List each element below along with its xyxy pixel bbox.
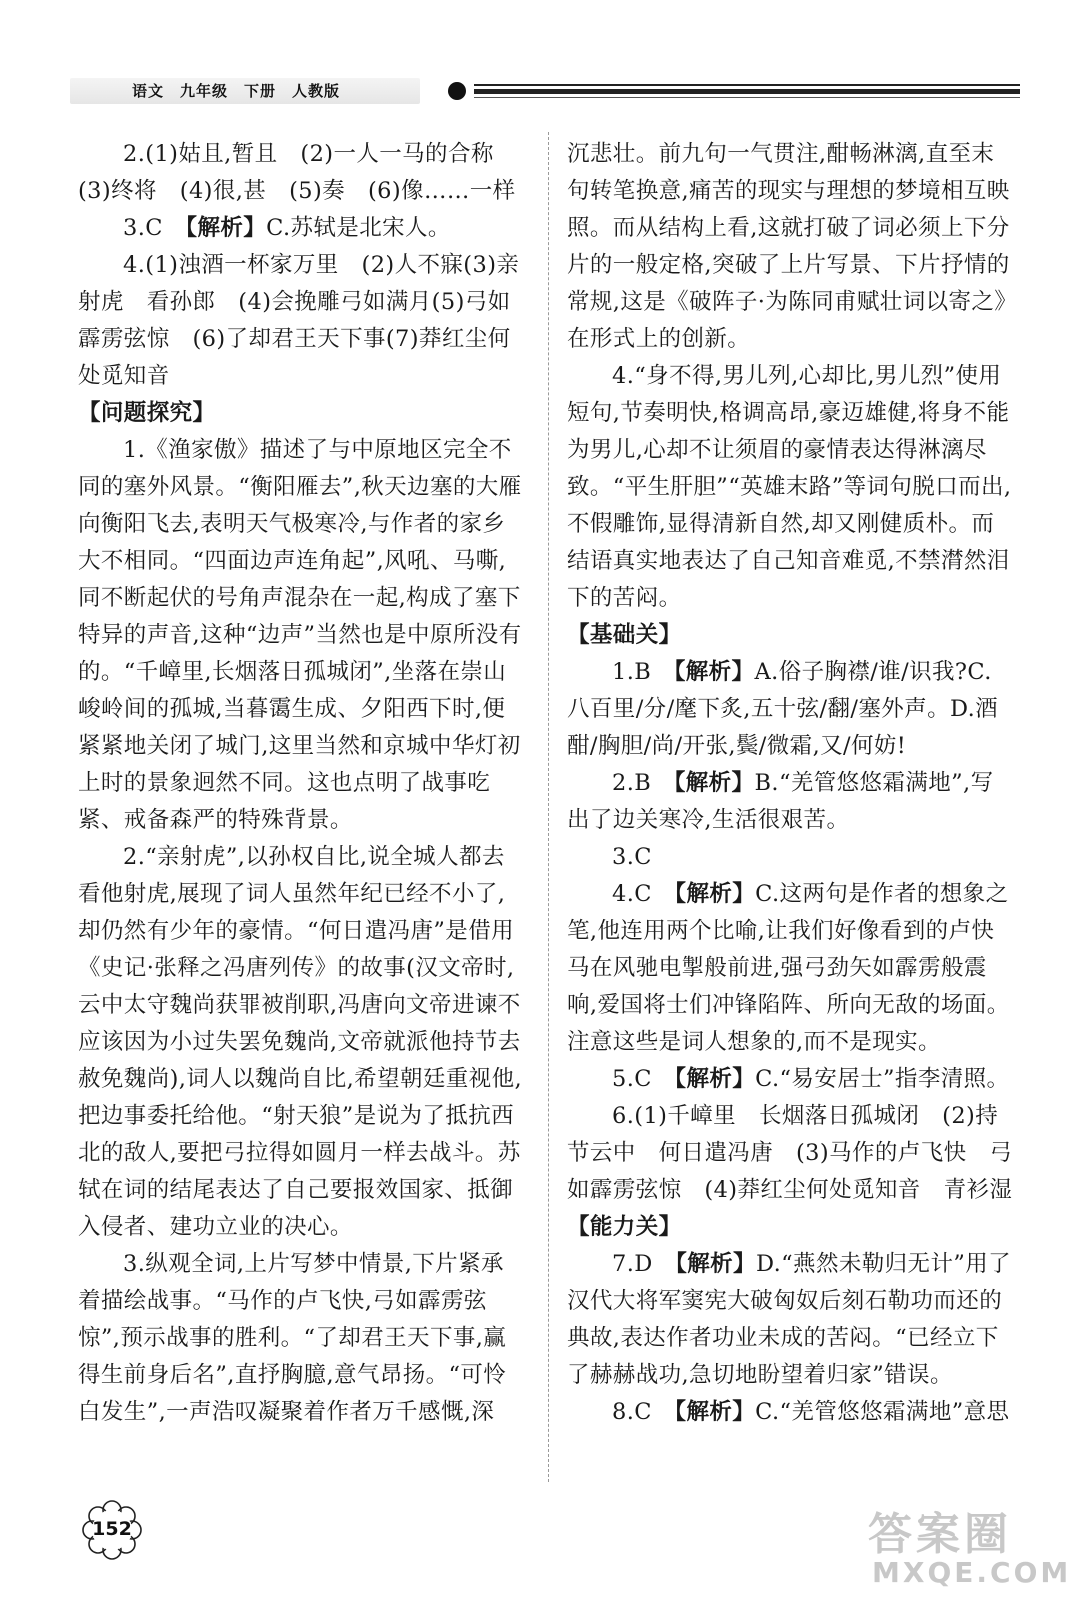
answer-paragraph bbox=[567, 1098, 1013, 1209]
answer-paragraph bbox=[567, 1246, 1013, 1394]
header-rule bbox=[474, 97, 1020, 98]
answer-paragraph bbox=[567, 839, 1013, 876]
paragraph-text: 3.C bbox=[123, 215, 186, 241]
section-heading bbox=[78, 395, 524, 432]
analysis-label: 【解析】 bbox=[675, 1251, 756, 1277]
analysis-text: A.俗子胸襟/谁/识我?C.八百里/分/麾下炙,五十弦/翻/塞外声。D.酒酣/胸胆/尚/开张,鬓/微霜,又/何妨! bbox=[567, 659, 999, 759]
paragraph-text: 4.“身不得,男儿列,心却比,男儿烈”使用短句,节奏明快,格调高昂,豪迈雄健,将身不能为男儿,心却不让须眉的豪情表达得淋漓尽致。“平生肝胆”“英雄末路”等词句脱口而出,不假雕饰,显得清新自然,却又刚健质朴。而结语真实地表达了自己知音难觅,不禁潸然泪下的苦闷。 bbox=[567, 363, 1012, 611]
paragraph-text: 5.C bbox=[612, 1066, 675, 1092]
paragraph-text: 【能力关】 bbox=[567, 1214, 682, 1240]
paragraph-text: 8.C bbox=[612, 1399, 675, 1425]
paragraph-text: 4.(1)浊酒一杯家万里 (2)人不寐(3)亲射虎 看孙郎 (4)会挽雕弓如满月(5)弓如霹雳弦惊 (6)了却君王天下事(7)莽红尘何处觅知音 bbox=[78, 252, 520, 389]
answer-paragraph bbox=[567, 876, 1013, 1061]
answer-paragraph bbox=[567, 1061, 1013, 1098]
paragraph-text: 3.纵观全词,上片写梦中情景,下片紧承着描绘战事。“马作的卢飞快,弓如霹雳弦惊”,预示战事的胜利。“了却君王天下事,赢得生前身后名”,直抒胸臆,意气昂扬。“可怜白发生”,一声浩叹凝聚着作者万千感慨,深 bbox=[78, 1251, 507, 1425]
analysis-label: 【解析】 bbox=[674, 659, 755, 685]
paragraph-text: 6.(1)千嶂里 长烟落日孤城闭 (2)持节云中 何日遣冯唐 (3)马作的卢飞快 弓如霹雳弦惊 (4)莽红尘何处觅知音 青衫湿 bbox=[567, 1103, 1013, 1203]
paragraph-text: 【问题探究】 bbox=[78, 400, 216, 426]
paragraph-text: 3.C bbox=[612, 844, 652, 870]
analysis-text: C.“易安居士”指李清照。 bbox=[755, 1066, 1010, 1092]
analysis-text: D.“燕然未勒归无计”用了汉代大将军窦宪大破匈奴后刻石勒功而还的典故,表达作者功业未成的苦闷。“已经立下了赫赫战功,急切地盼望着归家”错误。 bbox=[567, 1251, 1012, 1388]
header-subject-text: 语文 九年级 下册 人教版 bbox=[132, 82, 341, 100]
watermark-text: 答案圈 bbox=[868, 1509, 1012, 1560]
answer-paragraph bbox=[78, 432, 524, 839]
section-heading bbox=[567, 617, 1013, 654]
left-column bbox=[78, 136, 524, 1431]
analysis-text: C.“羌管悠悠霜满地”意思 bbox=[755, 1399, 1010, 1425]
page-number-badge bbox=[80, 1498, 144, 1562]
header-rule bbox=[474, 84, 1020, 86]
paragraph-text: 2.B bbox=[612, 770, 675, 796]
answer-paragraph bbox=[567, 765, 1013, 839]
answer-paragraph bbox=[78, 136, 524, 210]
answer-paragraph bbox=[78, 247, 524, 395]
answer-paragraph bbox=[567, 358, 1013, 617]
paragraph-text: 2.(1)姑且,暂且 (2)一人一马的合称(3)终将 (4)很,甚 (5)奏 (6)像……一样 bbox=[78, 141, 516, 204]
analysis-label: 【解析】 bbox=[674, 1399, 756, 1425]
paragraph-text: 2.“亲射虎”,以孙权自比,说全城人都去看他射虎,展现了词人虽然年纪已经不小了,却仍然有少年的豪情。“何日遣冯唐”是借用《史记·张释之冯唐列传》的故事(汉文帝时,云中太守魏尚获罪被削职,冯唐向文帝进谏不应该因为小过失罢免魏尚,文帝就派他持节去赦免魏尚),词人以魏尚自比,希望朝廷重视他,把边事委托给他。“射天狼”是说为了抵抗西北的敌人,要把弓拉得如圆月一样去战斗。苏轼在词的结尾表达了自己要报效国家、抵御入侵者、建功立业的决心。 bbox=[78, 844, 523, 1240]
page-header bbox=[70, 72, 1020, 108]
answer-paragraph bbox=[78, 210, 524, 247]
answer-paragraph bbox=[78, 1246, 524, 1431]
paragraph-text: 【基础关】 bbox=[567, 622, 682, 648]
paragraph-text: 沉悲壮。前九句一气贯注,酣畅淋漓,直至末句转笔换意,痛苦的现实与理想的梦境相互映照。而从结构上看,这就打破了词必须上下分片的一般定格,突破了上片写景、下片抒情的常规,这是《破阵子·为陈同甫赋壮词以寄之》在形式上的创新。 bbox=[567, 141, 1010, 352]
answer-paragraph bbox=[567, 1394, 1013, 1431]
header-rule bbox=[474, 89, 1020, 94]
paragraph-text: 1.《渔家傲》描述了与中原地区完全不同的塞外风景。“衡阳雁去”,秋天边塞的大雁向衡阳飞去,表明天气极寒冷,与作者的家乡大不相同。“四面边声连角起”,风吼、马嘶,同不断起伏的号角声混杂在一起,构成了塞下特异的声音,这种“边声”当然也是中原所没有的。“千嶂里,长烟落日孤城闭”,坐落在崇山峻岭间的孤城,当暮霭生成、夕阳西下时,便紧紧地关闭了城门,这里当然和京城中华灯初上时的景象迥然不同。这也点明了战事吃紧、戒备森严的特殊背景。 bbox=[78, 437, 522, 833]
watermark-logo bbox=[868, 1498, 1072, 1594]
header-bullet-icon bbox=[448, 82, 466, 100]
analysis-text: C.苏轼是北宋人。 bbox=[266, 215, 451, 241]
watermark-url: MXQE.COM bbox=[872, 1556, 1072, 1589]
answer-paragraph bbox=[78, 839, 524, 1246]
answer-paragraph bbox=[567, 654, 1013, 765]
paragraph-text: 1.B bbox=[612, 659, 675, 685]
analysis-label: 【解析】 bbox=[185, 215, 267, 241]
paragraph-text: 7.D bbox=[612, 1251, 676, 1277]
paragraph-text: 4.C bbox=[612, 881, 675, 907]
analysis-label: 【解析】 bbox=[674, 1066, 756, 1092]
right-column bbox=[567, 136, 1013, 1431]
page-number: 152 bbox=[92, 1518, 132, 1540]
column-divider bbox=[548, 132, 549, 1482]
analysis-text: C.这两句是作者的想象之笔,他连用两个比喻,让我们好像看到的卢快马在风驰电掣般前进,强弓劲矢如霹雳般震响,爱国将士们冲锋陷阵、所向无敌的场面。注意这些是词人想象的,而不是现实。 bbox=[567, 881, 1010, 1055]
analysis-label: 【解析】 bbox=[674, 881, 756, 907]
analysis-text: B.“羌管悠悠霜满地”,写出了边关寒冷,生活很艰苦。 bbox=[567, 770, 994, 833]
answer-paragraph bbox=[567, 136, 1013, 358]
section-heading bbox=[567, 1209, 1013, 1246]
analysis-label: 【解析】 bbox=[674, 770, 755, 796]
